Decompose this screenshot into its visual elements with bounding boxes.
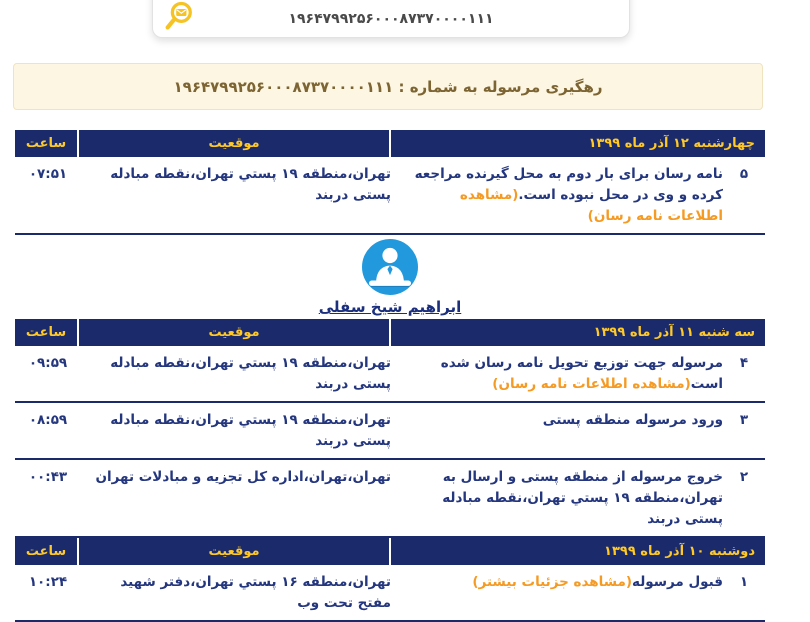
event-location: تهران،تهران،اداره کل تجزیه و مبادلات تهران bbox=[95, 469, 391, 485]
tracking-events-table bbox=[15, 130, 765, 622]
event-time: ۰۰:۴۳ bbox=[28, 469, 68, 485]
event-location: تهران،منطقه ۱۹ پستي تهران،نقطه مبادله پستی دربند bbox=[110, 412, 391, 449]
column-header-location: موقعیت bbox=[79, 538, 389, 565]
row-number: ۱ bbox=[739, 574, 749, 590]
event-time: ۰۹:۵۹ bbox=[28, 355, 68, 371]
banner-text: رهگیری مرسوله به شماره : ۱۹۶۴۷۹۹۲۵۶۰۰۰۸۷۳۷۰۰۰۰۱۱۱ bbox=[173, 77, 603, 96]
view-carrier-info-link[interactable]: (مشاهده اطلاعات نامه رسان) bbox=[459, 187, 723, 224]
event-time: ۱۰:۲۴ bbox=[28, 574, 68, 590]
courier-block bbox=[15, 235, 765, 319]
row-number: ۲ bbox=[739, 469, 749, 485]
row-number: ۳ bbox=[739, 412, 749, 428]
event-description: خروج مرسوله از منطقه پستی و ارسال به تهران،منطقه ۱۹ پستي تهران،نقطه مبادله پستی دربند bbox=[442, 469, 723, 527]
column-header-time: ساعت bbox=[15, 130, 77, 157]
column-header-location: موقعیت bbox=[79, 319, 389, 346]
event-location: تهران،منطقه ۱۹ پستي تهران،نقطه مبادله پستی دربند bbox=[110, 355, 391, 392]
column-header-location: موقعیت bbox=[79, 130, 389, 157]
event-description: ورود مرسوله منطقه پستی bbox=[542, 412, 723, 428]
view-more-details-link[interactable]: (مشاهده جزئیات بیشتر) bbox=[472, 574, 633, 590]
table-row bbox=[15, 460, 765, 538]
event-location: تهران،منطقه ۱۹ پستي تهران،نقطه مبادله پستی دربند bbox=[110, 166, 391, 203]
tracking-result-banner bbox=[13, 63, 763, 110]
day-header bbox=[15, 319, 765, 346]
view-carrier-info-link[interactable]: (مشاهده اطلاعات نامه رسان) bbox=[492, 376, 691, 392]
table-row bbox=[15, 565, 765, 622]
event-description: مرسوله جهت توزیع تحویل نامه رسان شده است(مشاهده اطلاعات نامه رسان) bbox=[440, 355, 723, 392]
tracking-number-input[interactable]: ۱۹۶۴۷۹۹۲۵۶۰۰۰۸۷۳۷۰۰۰۰۱۱۱ bbox=[288, 11, 494, 27]
tracking-search-box[interactable] bbox=[152, 0, 630, 38]
table-row bbox=[15, 346, 765, 403]
event-description: قبول مرسوله(مشاهده جزئیات بیشتر) bbox=[472, 574, 723, 590]
courier-name-link[interactable]: ابراهیم شیخ سفلی bbox=[318, 298, 462, 316]
day-header-date: دوشنبه ۱۰ آذر ماه ۱۳۹۹ bbox=[391, 538, 765, 565]
day-header-date: چهارشنبه ۱۲ آذر ماه ۱۳۹۹ bbox=[391, 130, 765, 157]
table-row bbox=[15, 403, 765, 460]
day-header bbox=[15, 538, 765, 565]
event-location: تهران،منطقه ۱۶ پستي تهران،دفتر شهید مفتح تحت وب bbox=[120, 574, 391, 611]
table-row bbox=[15, 157, 765, 235]
event-time: ۰۷:۵۱ bbox=[28, 166, 68, 182]
column-header-time: ساعت bbox=[15, 319, 77, 346]
day-header bbox=[15, 130, 765, 157]
courier-person-icon bbox=[362, 239, 418, 295]
column-header-time: ساعت bbox=[15, 538, 77, 565]
row-number: ۴ bbox=[739, 355, 749, 371]
day-header-date: سه شنبه ۱۱ آذر ماه ۱۳۹۹ bbox=[391, 319, 765, 346]
row-number: ۵ bbox=[739, 166, 749, 182]
event-description: نامه رسان برای بار دوم به محل گیرنده مراجعه کرده و وی در محل نبوده است.(مشاهده اطلاعات نامه رسان) bbox=[414, 166, 723, 224]
event-time: ۰۸:۵۹ bbox=[28, 412, 68, 428]
